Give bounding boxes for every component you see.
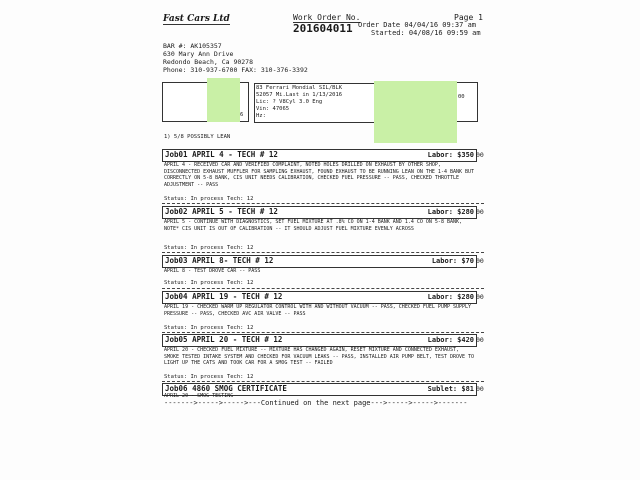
job-labor-cents: 00	[476, 385, 484, 393]
job-divider	[162, 332, 484, 333]
work-order-label: Work Order No.	[293, 13, 361, 22]
job-title: Job02 APRIL 5 - TECH # 12	[165, 207, 278, 216]
job-divider	[162, 203, 484, 204]
phone-fax: Phone: 310-937-6700 FAX: 310-376-3392	[163, 66, 308, 74]
continued-note: ------->----->----->---Continued on the next page--->----->----->-------	[164, 399, 468, 407]
company-name: Fast Cars Ltd	[163, 14, 230, 24]
job-divider	[162, 288, 484, 289]
job-description: APRIL 4 - RECEIVED CAR AND VERIFIED COMPLAINT, NOTED HOLES DRILLED ON EXHAUST BY OTHER SHOP, DISCONNECTED EXHAUST MUFFLER FOR SAMPLING EXHAUST, FOUND EXHAUST TO BE RUNNING LEAN ON THE 1-4 BANK BUT CORRECTLY ON 5-8 BANK, CIS UNIT NEEDS CALIBRATION, CHECKED FUEL PRESSURE -- PASS, CHECKED THROTTLE ADJUSTMENT -- PASS	[164, 162, 475, 188]
job-description: APRIL 5 - CONTINUE WITH DIAGNOSTICS, SET FUEL MIXTURE AT .8% CO ON 1-4 BANK AND 1.4 CO ON 5-8 BANK, NOTE* CIS UNIT IS OUT OF CALIBRATION -- IT SHOULD ADJUST FUEL MIXTURE EVENLY ACROSS	[164, 219, 463, 232]
job-labor: Labor: $70	[431, 257, 474, 265]
vehicle-line-5: Hz:	[256, 113, 266, 119]
vehicle-line-1: 83 Ferrari Mondial SIL/BLK	[256, 85, 343, 91]
job-description: APRIL 20 - SMOG TESTING	[164, 393, 234, 399]
job-description: APRIL 8 - TEST DROVE CAR -- PASS	[164, 268, 261, 274]
fragment-text: 00	[458, 94, 465, 100]
address-line-1: 630 Mary Ann Drive	[163, 50, 234, 58]
job-labor: Labor: $420	[427, 336, 474, 344]
vehicle-line-4: Vin: 47065	[256, 106, 290, 112]
fragment-text: 6	[240, 112, 244, 118]
job-labor-cents: 00	[476, 151, 484, 159]
bar-number: BAR #: AK105357	[163, 42, 222, 50]
job-sublet: Sublet: $81	[427, 385, 474, 393]
job-labor-cents: 00	[476, 293, 484, 301]
redaction-highlight	[207, 78, 240, 122]
job-labor-cents: 00	[476, 257, 484, 265]
job-status: Status: In process Tech: 12	[164, 280, 254, 286]
started-date: Started: 04/08/16 09:59 am	[371, 29, 481, 37]
job-divider	[162, 381, 484, 382]
vehicle-line-3: Lic: ? V8Cyl 3.0 Eng	[256, 99, 323, 105]
vehicle-line-2: 52057 Mi.Last in 1/13/2016	[256, 92, 343, 98]
address-line-2: Redondo Beach, Ca 90278	[163, 58, 254, 66]
job-description: APRIL 19 - CHECKED WARM UP REGULATOR CONTROL WITH AND WITHOUT VACUUM -- PASS, CHECKED FUEL PUMP SUPPLY PRESSURE -- PASS, CHECKED AVC AIR VALVE -- PASS	[164, 304, 472, 317]
page-number: Page 1	[454, 13, 483, 22]
complaint-text: 1) 5/8 POSSIBLY LEAN	[164, 134, 231, 140]
job-title: Job04 APRIL 19 - TECH # 12	[165, 292, 283, 301]
job-title: Job06 4860 SMOG CERTIFICATE	[165, 384, 287, 393]
job-title: Job05 APRIL 20 - TECH # 12	[165, 335, 283, 344]
job-title: Job01 APRIL 4 - TECH # 12	[165, 150, 278, 159]
redaction-highlight	[374, 81, 457, 143]
job-divider	[162, 252, 484, 253]
job-description: APRIL 20 - CHECKED FUEL MIXTURE -- MIXTURE HAS CHANGED AGAIN, RESET MIXTURE AND CONNECTED EXHAUST, SMOKE TESTED INTAKE SYSTEM AND CHECKED FOR VACUUM LEAKS -- PASS, INSTALLED AIR PUMP BELT, TEST DROVE TO LIGHT UP THE CATS AND TOOK CAR FOR A SMOG TEST -- FAILED	[164, 347, 475, 367]
job-labor: Labor: $280	[427, 293, 474, 301]
job-status: Status: In process Tech: 12	[164, 374, 254, 380]
job-status: Status: In process Tech: 12	[164, 325, 254, 331]
job-labor: Labor: $280	[427, 208, 474, 216]
order-date: Order Date 04/04/16 09:37 am	[358, 21, 477, 29]
job-status: Status: In process Tech: 12	[164, 196, 254, 202]
job-labor-cents: 00	[476, 336, 484, 344]
job-labor-cents: 00	[476, 208, 484, 216]
job-title: Job03 APRIL 8- TECH # 12	[165, 256, 274, 265]
work-order-number: 201604011	[293, 22, 353, 35]
job-status: Status: In process Tech: 12	[164, 245, 254, 251]
job-labor: Labor: $350	[427, 151, 474, 159]
